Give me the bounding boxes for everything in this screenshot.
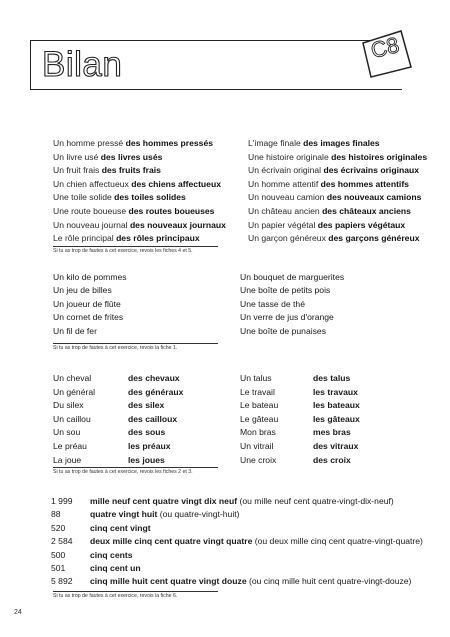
singular-text: Du silex xyxy=(53,400,84,411)
plural-text: des généraux xyxy=(128,386,184,397)
plural-text: des nouveaux journaux xyxy=(129,219,226,230)
list-item: Un fil de fer xyxy=(53,325,97,336)
list-item xyxy=(53,179,221,190)
number-in-letters xyxy=(90,509,240,520)
number-in-letters xyxy=(90,523,151,534)
alternative-spelling: (ou deux mille cinq cent quatre-vingt-quatre) xyxy=(254,536,423,547)
plural-text: des garçons généreux xyxy=(328,233,420,244)
list-item xyxy=(248,192,421,203)
number-in-letters xyxy=(90,550,133,561)
singular-text: Un écrivain original xyxy=(248,165,322,176)
divider xyxy=(53,467,218,468)
plural-text: des châteaux anciens xyxy=(322,206,411,216)
singular-text: Un vitrail xyxy=(240,441,274,451)
page-title: Bilan xyxy=(42,45,123,84)
singular-text: Un général xyxy=(53,386,96,397)
singular-text: L'image finale xyxy=(248,138,301,148)
list-item xyxy=(53,165,161,176)
number-in-letters xyxy=(90,563,141,574)
plural-text: des sous xyxy=(128,427,166,438)
singular-text: Un sou xyxy=(53,427,81,438)
list-item xyxy=(53,206,214,217)
review-note: Si tu as trop de fautes à cet exercice, revois les fiches 4 et 5. xyxy=(53,248,193,254)
singular-text: Un caillou xyxy=(53,413,91,424)
number-words: mille neuf cent quatre vingt dix neuf xyxy=(90,496,238,506)
plural-text: des livres usés xyxy=(100,151,163,162)
list-item xyxy=(248,138,380,149)
number-in-letters xyxy=(90,496,394,507)
singular-text: Une toile solide xyxy=(53,192,112,203)
singular-text: Un homme pressé xyxy=(53,138,124,148)
number-in-letters xyxy=(90,576,411,587)
singular-text: Un nouveau camion xyxy=(248,192,325,203)
plural-text: des papiers végétaux xyxy=(317,219,406,230)
review-note: Si tu as trop de fautes à cet exercice, revois les fiches 2 et 3. xyxy=(53,469,193,475)
plural-text: des croix xyxy=(313,454,351,465)
list-item xyxy=(53,220,226,231)
list-item: Une boîte de punaises xyxy=(240,325,327,336)
number-words: deux mille cinq cent quatre vingt quatre xyxy=(90,536,253,547)
singular-text: Un garçon généreux xyxy=(248,233,326,244)
list-item: Une tasse de thé xyxy=(240,298,305,309)
list-item: Un verre de jus d'orange xyxy=(240,312,334,323)
plural-text: des images finales xyxy=(303,138,380,148)
plural-text: des histoires originales xyxy=(331,151,428,162)
singular-text: Un nouveau journal xyxy=(53,219,128,230)
singular-text: Un homme attentif xyxy=(248,178,319,189)
list-item: Un kilo de pommes xyxy=(53,272,127,282)
number-in-letters xyxy=(90,536,423,547)
singular-text: Mon bras xyxy=(240,427,276,438)
review-note: Si tu as trop de fautes à cet exercice, revois la fiche 1. xyxy=(53,345,178,351)
list-item: Une boîte de petits pois xyxy=(240,285,331,296)
plural-text: les préaux xyxy=(128,441,171,451)
singular-text: Un chien affectueux xyxy=(53,178,129,189)
singular-text: Un cheval xyxy=(53,373,92,383)
plural-text: les joues xyxy=(128,454,165,465)
list-item xyxy=(53,138,213,149)
singular-text: Le travail xyxy=(240,386,275,397)
plural-text: des nouveaux camions xyxy=(326,192,422,203)
plural-text: des hommes pressés xyxy=(125,138,214,148)
plural-text: des hommes attentifs xyxy=(320,178,409,189)
plural-text: des cailloux xyxy=(128,413,178,424)
singular-text: Une histoire originale xyxy=(248,151,329,162)
plural-text: des rôles principaux xyxy=(116,233,200,244)
plural-text: des toiles solides xyxy=(114,192,186,203)
plural-text: des silex xyxy=(128,400,165,411)
singular-text: Le gâteau xyxy=(240,413,279,424)
list-item: Un cornet de frites xyxy=(53,312,124,323)
list-item xyxy=(248,206,411,217)
list-item xyxy=(248,152,427,163)
singular-text: Le rôle principal xyxy=(53,233,114,244)
number-value: 520 xyxy=(51,522,66,533)
list-item xyxy=(248,233,420,244)
plural-text: des fruits frais xyxy=(101,165,161,176)
plural-text: les travaux xyxy=(313,386,358,397)
number-value: 500 xyxy=(51,549,66,560)
singular-text: Une route boueuse xyxy=(53,206,127,216)
number-words: cinq cent un xyxy=(90,563,141,573)
number-words: cinq mille huit cent quatre vingt douze xyxy=(90,576,247,587)
list-item xyxy=(248,165,419,176)
list-item: Un joueur de flûte xyxy=(53,298,121,309)
list-item xyxy=(53,152,162,163)
plural-text: des chiens affectueux xyxy=(131,178,221,189)
singular-text: Le préau xyxy=(53,441,87,451)
plural-text: les gâteaux xyxy=(313,413,360,424)
plural-text: des écrivains originaux xyxy=(323,165,420,176)
singular-text: Un papier végétal xyxy=(248,219,316,230)
number-words: quatre vingt huit xyxy=(90,509,158,520)
number-value: 501 xyxy=(51,563,66,573)
singular-text: Un talus xyxy=(240,373,272,383)
singular-text: La joue xyxy=(53,454,82,465)
list-item xyxy=(53,192,186,203)
number-value: 88 xyxy=(51,509,61,520)
list-item xyxy=(248,220,405,231)
divider xyxy=(53,591,218,592)
alternative-spelling: (ou mille neuf cent quatre-vingt-dix-neuf) xyxy=(239,496,394,506)
singular-text: Une croix xyxy=(240,454,277,465)
number-value: 1 999 xyxy=(51,496,73,506)
badge-code: C8 xyxy=(368,31,402,64)
singular-text: Un fruit frais xyxy=(53,165,100,176)
page-number: 24 xyxy=(14,609,22,616)
list-item: Un bouquet de marguerites xyxy=(240,272,345,282)
list-item xyxy=(248,179,409,190)
plural-text: mes bras xyxy=(313,427,351,438)
number-value: 2 584 xyxy=(51,536,73,547)
plural-text: des routes boueuses xyxy=(128,206,215,216)
singular-text: Un château ancien xyxy=(248,206,320,216)
number-value: 5 892 xyxy=(51,576,73,587)
plural-text: des vitraux xyxy=(313,441,359,451)
number-words: cinq cents xyxy=(90,549,133,560)
list-item: Un jeu de billes xyxy=(53,285,112,296)
singular-text: Un livre usé xyxy=(53,151,99,162)
plural-text: des chevaux xyxy=(128,373,180,383)
alternative-spelling: (ou cinq mille huit cent quatre-vingt-douze) xyxy=(249,576,412,587)
number-words: cinq cent vingt xyxy=(90,522,151,533)
review-note: Si tu as trop de fautes à cet exercice, revois la fiche 6. xyxy=(53,593,178,599)
divider xyxy=(53,246,218,247)
plural-text: les bateaux xyxy=(313,400,360,411)
list-item xyxy=(53,233,200,244)
divider xyxy=(53,343,218,344)
plural-text: des talus xyxy=(313,373,351,383)
singular-text: Le bateau xyxy=(240,400,279,411)
alternative-spelling: (ou quatre-vingt-huit) xyxy=(159,509,240,520)
